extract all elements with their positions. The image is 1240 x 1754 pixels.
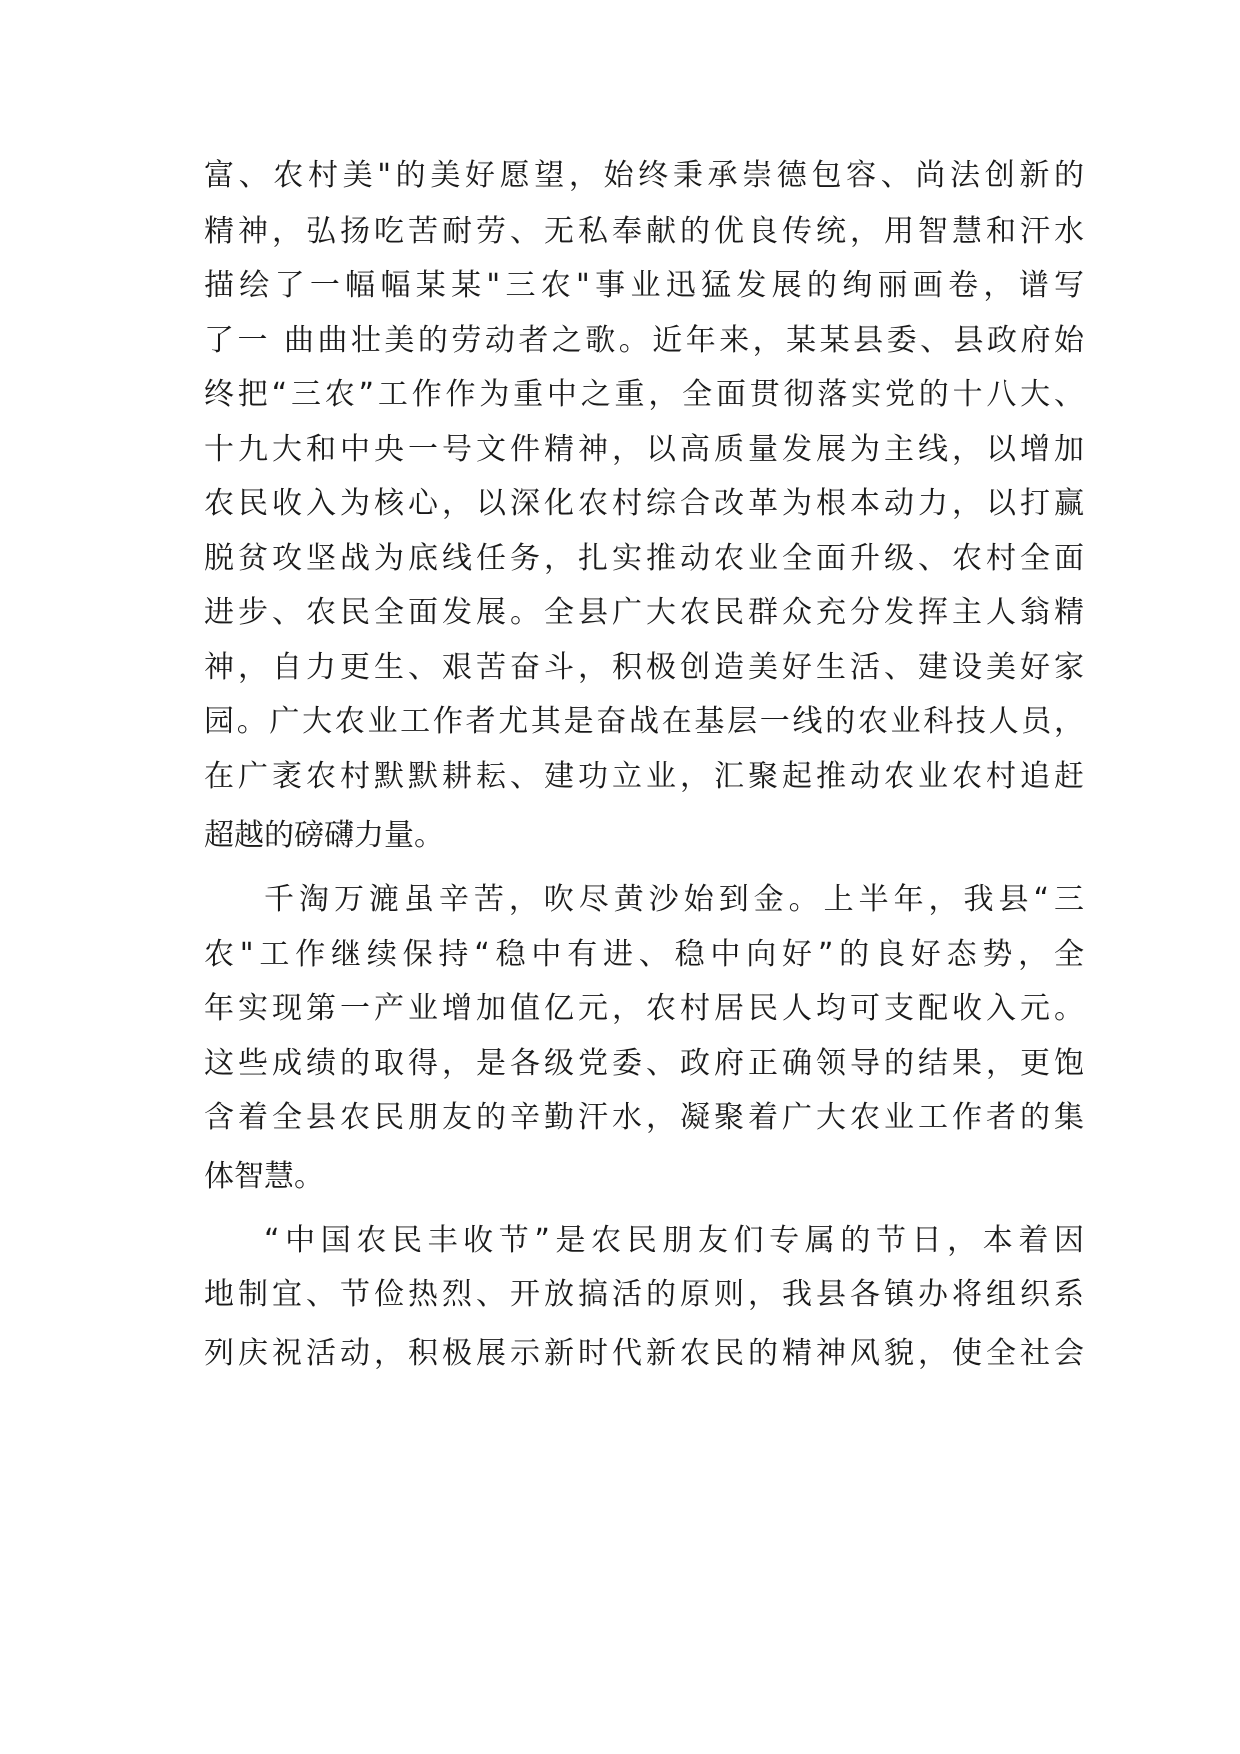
text-line: 精神，弘扬吃苦耐劳、无私奉献的优良传统，用智慧和汗水 (204, 214, 1084, 249)
text-line: 园。广大农业工作者尤其是奋战在基层一线的农业科技人员， (204, 704, 1084, 739)
text-line: 脱贫攻坚战为底线任务，扎实推动农业全面升级、农村全面 (204, 541, 1084, 576)
text-line: 了一 曲曲壮美的劳动者之歌。近年来，某某县委、县政府始 (204, 323, 1084, 358)
text-line: 地制宜、节俭热烈、开放搞活的原则，我县各镇办将组织系 (204, 1277, 1084, 1312)
text-line: 千淘万漉虽辛苦，吹尽黄沙始到金。上半年，我县“三 (264, 882, 1084, 917)
text-line: 神，自力更生、艰苦奋斗，积极创造美好生活、建设美好家 (204, 650, 1084, 685)
text-line: 列庆祝活动，积极展示新时代新农民的精神风貌，使全社会 (204, 1336, 1084, 1371)
text-line: 这些成绩的取得，是各级党委、政府正确领导的结果，更饱 (204, 1046, 1084, 1081)
text-line: 农民收入为核心，以深化农村综合改革为根本动力，以打赢 (204, 486, 1084, 521)
text-line: 描绘了一幅幅某某"三农"事业迅猛发展的绚丽画卷，谱写 (204, 268, 1084, 303)
text-line: 含着全县农民朋友的辛勤汗水，凝聚着广大农业工作者的集 (204, 1100, 1084, 1135)
text-line: 在广袤农村默默耕耘、建功立业，汇聚起推动农业农村追赶 (204, 759, 1084, 794)
text-line: 富、农村美"的美好愿望，始终秉承崇德包容、尚法创新的 (204, 158, 1084, 193)
text-line: 体智慧。 (204, 1159, 324, 1194)
text-line: 十九大和中央一号文件精神，以高质量发展为主线，以增加 (204, 432, 1084, 467)
text-line: 超越的磅礴力量。 (204, 818, 444, 853)
text-line: 年实现第一产业增加值亿元，农村居民人均可支配收入元。 (204, 991, 1084, 1026)
text-line: 进步、农民全面发展。全县广大农民群众充分发挥主人翁精 (204, 595, 1084, 630)
text-line: 农"工作继续保持“稳中有进、稳中向好”的良好态势，全 (204, 937, 1084, 972)
text-line: 终把“三农”工作作为重中之重，全面贯彻落实党的十八大、 (204, 377, 1084, 412)
text-line: “中国农民丰收节”是农民朋友们专属的节日，本着因 (264, 1223, 1084, 1258)
